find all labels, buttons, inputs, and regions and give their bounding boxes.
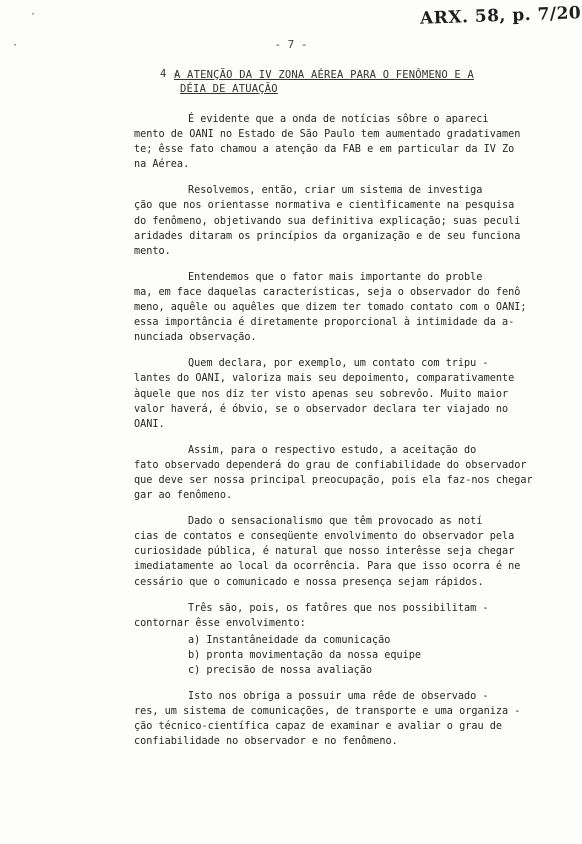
text-line: meno, aquêle ou aquêles que dizem ter tomado contato com o OANI; bbox=[134, 302, 527, 314]
text-line: Resolvemos, então, criar um sistema de investiga bbox=[188, 185, 483, 197]
text-line: É evidente que a onda de notícias sôbre o apareci bbox=[188, 114, 489, 125]
text-line: cessário que o comunicado e nossa presença sejam rápidos. bbox=[134, 576, 484, 588]
list-item: a) Instantâneidade da comunicação bbox=[188, 634, 391, 646]
text-line: Quem declara, por exemplo, um contato com tripu - bbox=[188, 358, 489, 370]
heading-line: DÉIA DE ATUAÇÃO bbox=[180, 83, 278, 95]
text-line: fato observado dependerá do grau de confiabilidade do observador bbox=[134, 459, 527, 471]
paragraph bbox=[134, 270, 527, 345]
text-line: ção que nos orientasse normativa e cientìficamente na pesquisa bbox=[134, 200, 515, 212]
page-number: - 7 - bbox=[274, 38, 308, 51]
paragraph bbox=[134, 356, 520, 431]
text-line: ção técnico-científica capaz de examinar e avaliar o grau de bbox=[134, 721, 503, 733]
document-body bbox=[134, 112, 533, 760]
paragraph bbox=[134, 112, 520, 172]
text-line: gar ao fenômeno. bbox=[134, 490, 233, 502]
text-line: Três são, pois, os fatôres que nos possibilitam - bbox=[188, 602, 489, 614]
archive-reference-handwritten: ARX. 58, p. 7/20 bbox=[419, 3, 582, 29]
factor-list bbox=[134, 633, 520, 678]
text-line: nunciada observação. bbox=[134, 332, 257, 344]
paragraph bbox=[134, 689, 520, 749]
text-line: valor haverá, é óbvio, se o observador declara ter viajado no bbox=[134, 403, 509, 415]
scan-speck: · bbox=[30, 9, 37, 20]
paragraph bbox=[134, 183, 520, 258]
text-line: Entendemos que o fator mais importante do proble bbox=[188, 271, 483, 283]
text-line: cias de contatos e conseqüente envolvimento do observador pela bbox=[134, 531, 515, 543]
text-line: essa importância é diretamente proporcional à intimidade da a- bbox=[134, 317, 515, 329]
text-line: Isto nos obriga a possuir uma rêde de observado - bbox=[188, 691, 489, 703]
text-line: Dado o sensacionalismo que têm provocado as notí bbox=[188, 516, 483, 528]
text-line: lantes do OANI, valoriza mais seu depoimento, comparativamente bbox=[134, 373, 515, 385]
text-line: mento. bbox=[134, 245, 171, 257]
text-line: imediatamente ao local da ocorrência. Para que isso ocorra é ne bbox=[134, 561, 521, 573]
text-line: confiabilidade no observador e no fenômeno. bbox=[134, 736, 398, 748]
scan-speck: · bbox=[12, 40, 19, 51]
text-line: mento de OANI no Estado de São Paulo tem aumentado gradativamen bbox=[134, 129, 521, 141]
text-line: Assim, para o respectivo estudo, a aceitação do bbox=[188, 444, 477, 456]
text-line: OANI. bbox=[134, 418, 165, 430]
text-line: aridades ditaram os princípios da organização e de seu funciona bbox=[134, 230, 521, 242]
paragraph bbox=[134, 514, 520, 589]
text-line: na Aérea. bbox=[134, 159, 190, 171]
paragraph bbox=[134, 443, 533, 503]
list-item: b) pronta movimentação da nossa equipe bbox=[188, 649, 422, 661]
text-line: te; êsse fato chamou a atenção da FAB e em particular da IV Zo bbox=[134, 144, 515, 156]
paragraph bbox=[134, 601, 520, 631]
text-line: ma, em face daquelas características, seja o observador do fenô bbox=[134, 286, 521, 298]
text-line: do fenômeno, objetivando sua definitiva explicação; suas peculi bbox=[134, 215, 521, 227]
text-line: curiosidade pública, é natural que nosso interêsse seja chegar bbox=[134, 546, 515, 558]
text-line: contornar êsse envolvimento: bbox=[134, 617, 306, 629]
section-heading bbox=[174, 68, 474, 96]
section-number: 4 - bbox=[160, 68, 179, 80]
text-line: que deve ser nossa principal preocupação, pois ela faz-nos chegar bbox=[134, 474, 533, 486]
list-item: c) precisão de nossa avaliação bbox=[188, 665, 373, 676]
text-line: res, um sistema de comunicações, de transporte e uma organiza - bbox=[134, 706, 521, 718]
heading-line: A ATENÇÃO DA IV ZONA AÉREA PARA O FENÔMENO E A bbox=[174, 69, 474, 81]
text-line: àquele que nos diz ter visto apenas seu sobrevôo. Muito maior bbox=[134, 388, 509, 400]
